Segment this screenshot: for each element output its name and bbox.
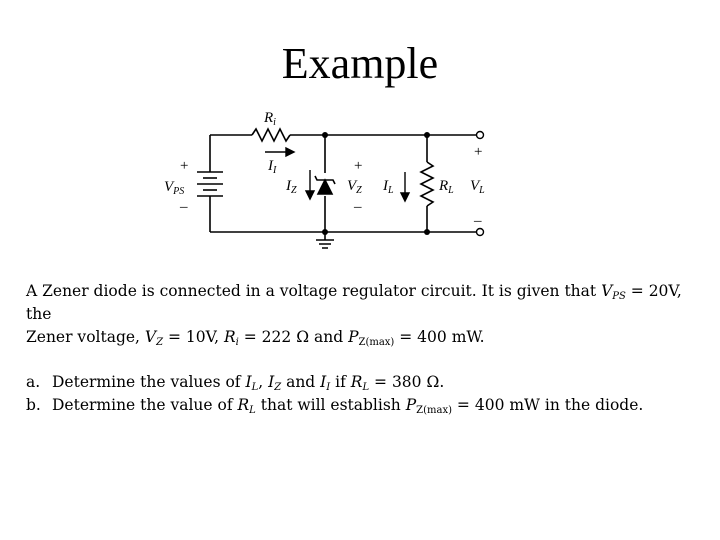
junction-dot xyxy=(424,229,430,235)
vps-minus-sign: – xyxy=(180,199,188,215)
output-terminal-bottom xyxy=(477,229,484,236)
resistor-ri xyxy=(252,129,290,141)
label-vz: $V_Z$ xyxy=(347,178,362,196)
battery-vps-icon xyxy=(197,172,223,196)
question-b: b. Determine the value of $R_L$ that will establish $P_{Z(max)} = 400$ mW in the diode. xyxy=(26,396,644,416)
question-list xyxy=(26,371,706,417)
vps-plus-sign: + xyxy=(180,158,189,174)
junction-dot xyxy=(322,132,328,138)
problem-intro: A Zener diode is connected in a voltage regulator circuit. It is given that $V_{PS} = 20V$, the Zener voltage, $V_Z = 10V$, $R_i = 222$ Ω and $P_{Z(max)} = 400$ mW. xyxy=(26,282,682,348)
problem-statement xyxy=(26,280,706,417)
slide-title: Example xyxy=(281,39,439,88)
junction-dot xyxy=(322,229,328,235)
zener-diode-icon xyxy=(315,176,335,194)
label-vl: $V_L$ xyxy=(470,178,485,196)
label-vps: $V_{PS}$ xyxy=(164,179,185,197)
vl-plus-sign: + xyxy=(474,144,483,160)
label-ii: $I_I$ xyxy=(268,158,277,176)
question-label: a. xyxy=(26,373,41,391)
output-terminal-top xyxy=(477,132,484,139)
label-rl: $R_L$ xyxy=(439,178,454,196)
vz-minus-sign: – xyxy=(354,199,362,215)
resistor-rl xyxy=(421,162,433,206)
label-iz: $I_Z$ xyxy=(286,178,297,196)
vl-minus-sign: – xyxy=(474,213,482,229)
label-il: $I_L$ xyxy=(383,178,394,196)
label-ri: $R_i$ xyxy=(264,110,276,128)
zener-regulator-circuit-diagram xyxy=(150,100,500,260)
ground-symbol xyxy=(316,240,334,248)
question-a: a. Determine the values of $I_L$, $I_Z$ and $I_I$ if $R_L = 380$ Ω. xyxy=(26,373,445,393)
question-label: b. xyxy=(26,396,41,414)
junction-dot xyxy=(424,132,430,138)
vz-plus-sign: + xyxy=(354,158,363,174)
